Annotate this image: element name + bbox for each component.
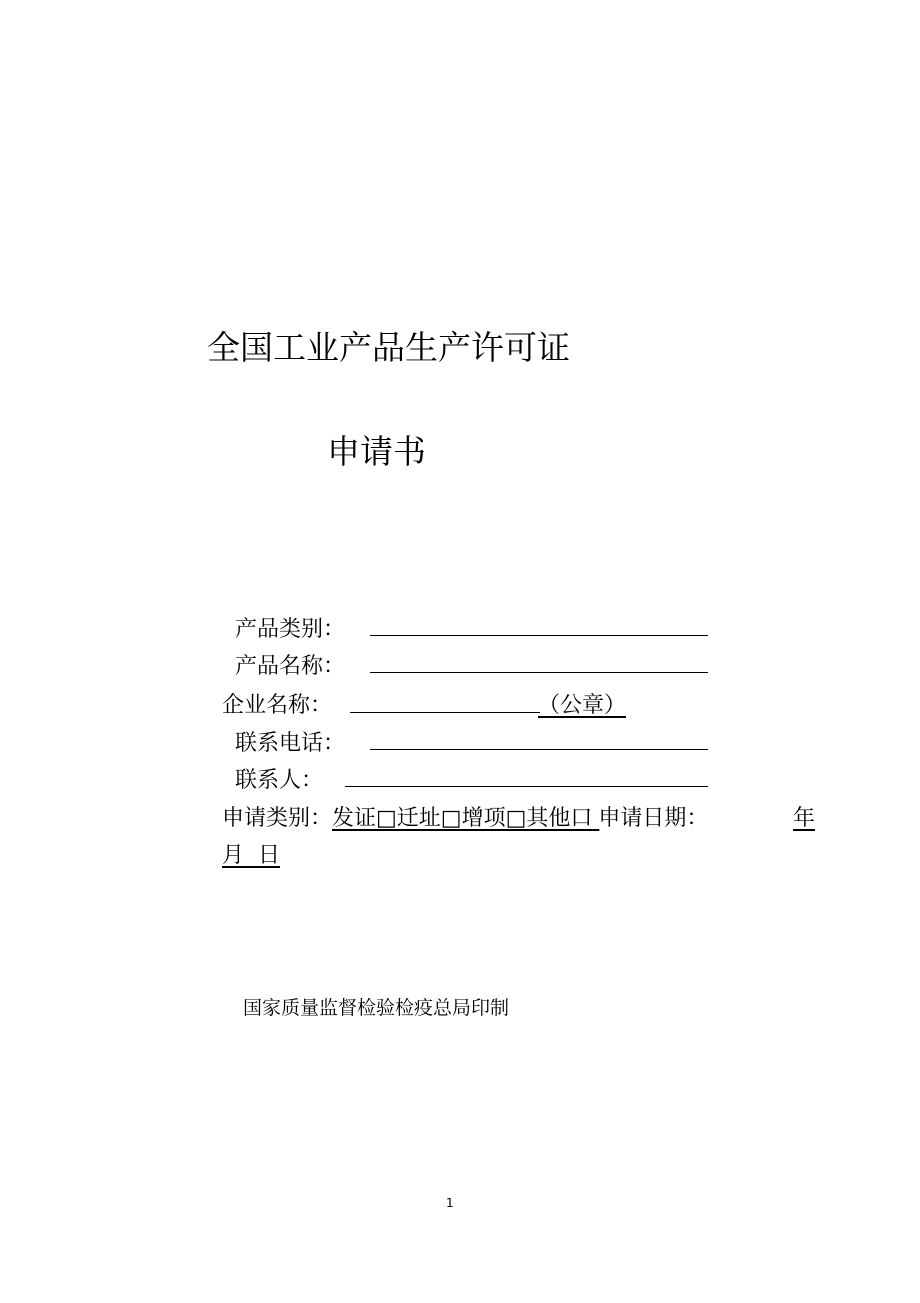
product-name-blank[interactable] <box>370 672 708 673</box>
application-date-month-day[interactable]: 月 日 <box>222 843 280 868</box>
publisher-imprint: 国家质量监督检验检疫总局印制 <box>243 997 510 1019</box>
contact-person-blank[interactable] <box>345 786 708 787</box>
company-name-blank[interactable] <box>350 712 540 713</box>
company-seal-note: （公章） <box>538 693 627 718</box>
phone-label: 联系电话： <box>235 731 346 756</box>
application-date-year[interactable]: 年 <box>793 806 816 831</box>
page-number: 1 <box>446 1196 454 1210</box>
product-category-label: 产品类别： <box>235 617 346 642</box>
company-name-label: 企业名称： <box>222 693 333 718</box>
document-subtitle: 申请书 <box>327 432 426 471</box>
application-type-label: 申请类别： <box>222 806 333 831</box>
application-type-row <box>222 801 708 832</box>
application-type-options[interactable]: 发证□迁址□增项□其他口 <box>332 806 593 831</box>
contact-person-label: 联系人： <box>235 768 324 793</box>
phone-blank[interactable] <box>370 749 708 750</box>
application-date-label: 申请日期： <box>598 806 709 831</box>
product-category-blank[interactable] <box>370 635 708 636</box>
product-name-label: 产品名称： <box>235 654 346 679</box>
document-title: 全国工业产品生产许可证 <box>207 328 570 367</box>
